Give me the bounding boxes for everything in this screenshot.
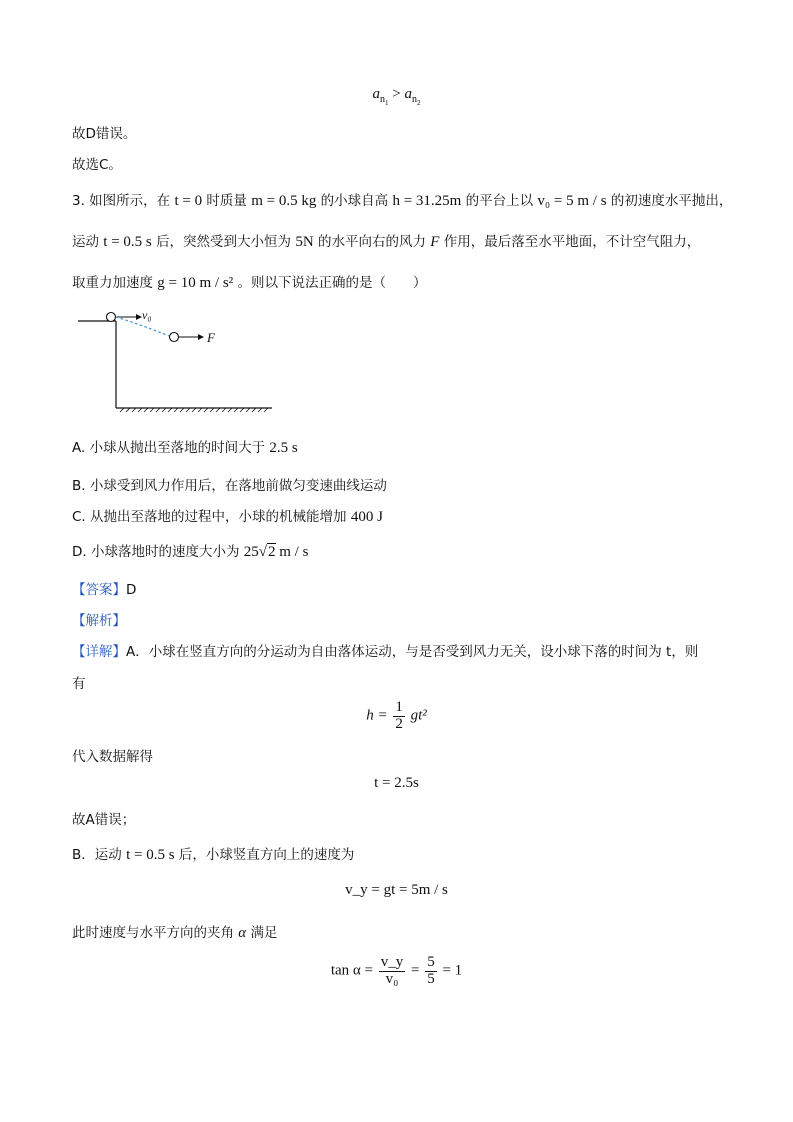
- question-3-line-3: 取重力加速度 g = 10 m / s² 。则以下说法正确的是（ ）: [72, 275, 427, 291]
- projectile-figure: [72, 305, 277, 415]
- force-label: F: [207, 330, 215, 345]
- question-3-line-2: 运动 t = 0.5 s 后，突然受到大小恒为 5N 的水平向右的风力 F 作用，最后落至水平地面，不计空气阻力，: [72, 234, 701, 250]
- option-b: B. 小球受到风力作用后，在落地前做匀变速曲线运动: [72, 478, 387, 494]
- ball-initial: [107, 313, 116, 322]
- detail-a-line: 【详解】A．小球在竖直方向的分运动为自由落体运动，与是否受到风力无关，设小球下落的时间为 t，则: [72, 644, 699, 660]
- ground-hatching: [120, 408, 268, 412]
- ball-later: [170, 333, 179, 342]
- equation-acceleration-compare: $a_{n_1} > a_{n_2}$: [372, 86, 421, 107]
- option-c: C. 从抛出至落地的过程中，小球的机械能增加 400 J: [72, 509, 383, 525]
- text-a-wrong: 故A错误；: [72, 812, 136, 828]
- option-a: A. 小球从抛出至落地的时间大于 2.5 s: [72, 440, 298, 456]
- equation-vertical-velocity: v_y = gt = 5m / s: [345, 882, 448, 898]
- detail-a-line-2: 有: [72, 676, 86, 692]
- text-substitute: 代入数据解得: [72, 749, 153, 765]
- angle-line: 此时速度与水平方向的夹角 α 满足: [72, 925, 278, 941]
- question-3-line-1: 3. 如图所示，在 t = 0 时质量 m = 0.5 kg 的小球自高 h = 31.25m 的平台上以 v₀ = 5 m / s 的初速度水平抛出，: [72, 193, 733, 209]
- v0-label: v₀: [142, 308, 152, 322]
- option-d: D. 小球落地时的速度大小为 25√2 m / s: [72, 544, 309, 560]
- text-choose-c: 故选C。: [72, 157, 122, 173]
- detail-b-line: B．运动 t = 0.5 s 后，小球竖直方向上的速度为: [72, 847, 355, 863]
- equation-time: t = 2.5s: [374, 775, 419, 791]
- force-arrow: [198, 334, 204, 340]
- analysis-label: 【解析】: [72, 613, 126, 629]
- equation-free-fall: h = $\frac{1}{2}$ gt²: [366, 699, 427, 732]
- text-d-wrong: 故D错误。: [72, 126, 137, 142]
- equation-tan-alpha: tan α = $\frac{v\_y}{\text{v₀}}$ = $\frac{5}{5}$ = 1: [330, 954, 463, 987]
- answer-line: 【答案】D: [72, 582, 137, 598]
